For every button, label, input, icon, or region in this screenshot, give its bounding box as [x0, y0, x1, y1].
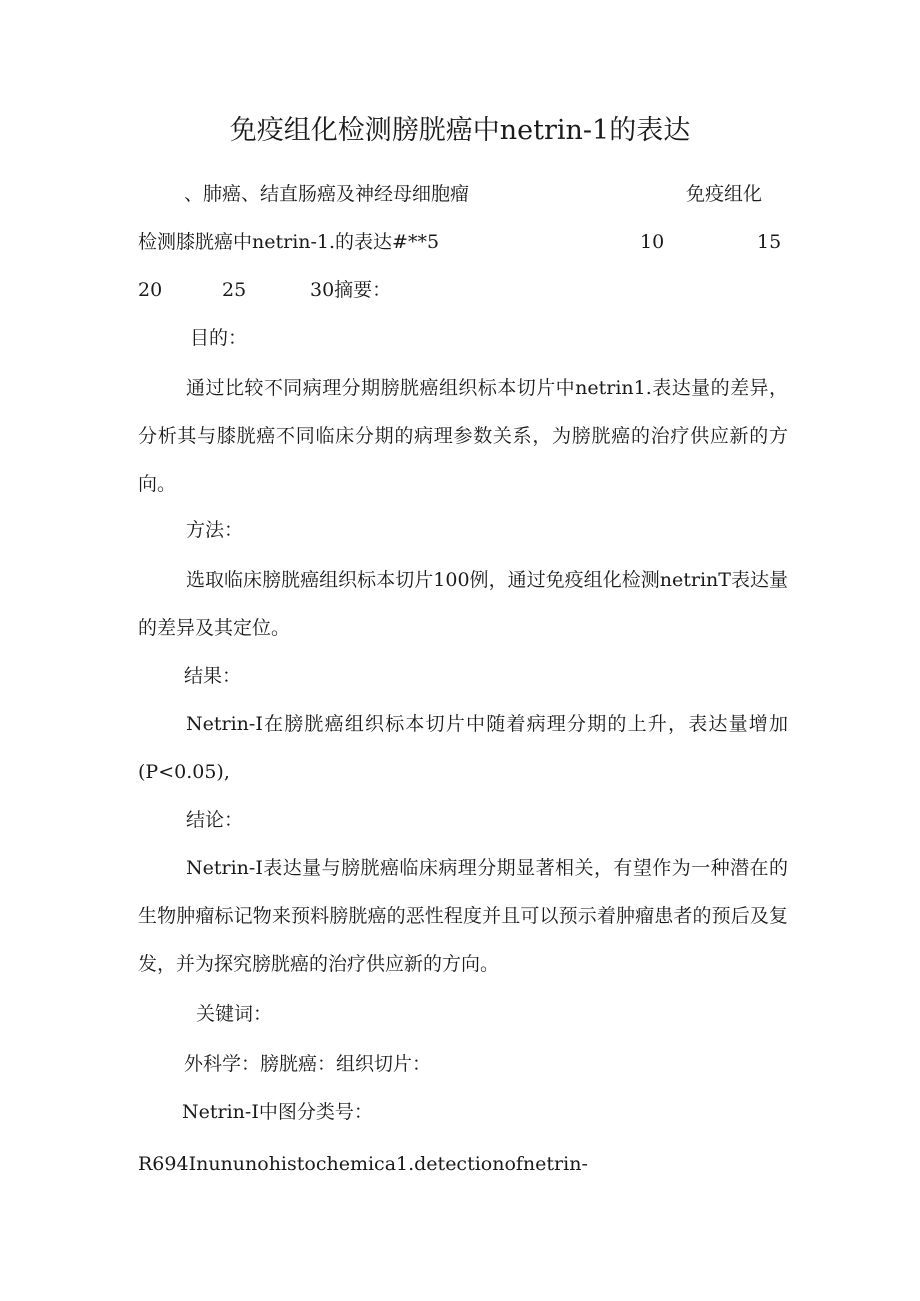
keywords-text: 外科学：膀胱癌：组织切片：	[184, 1053, 432, 1075]
objective-heading: 目的：	[190, 327, 248, 349]
header-line3-n1: 20	[138, 279, 163, 301]
keywords-heading: 关键词：	[196, 1003, 273, 1025]
header-line2-left: 检测膝胱癌中netrin-1.的表达#**5	[138, 231, 440, 253]
header-line2-num1: 10	[640, 231, 665, 253]
header-line1-left: 、肺癌、结直肠癌及神经母细胞瘤	[184, 183, 470, 205]
english-title-line: R694Inununohistochemica1.detectionofnetrin-	[138, 1153, 588, 1175]
header-line3-n3: 30摘要：	[310, 279, 392, 301]
document-title: 免疫组化检测膀胱癌中netrin-1的表达	[229, 115, 691, 146]
result-heading: 结果：	[184, 665, 242, 687]
conclusion-heading: 结论：	[186, 809, 244, 831]
header-line1-right: 免疫组化	[686, 183, 763, 205]
classification-line: Netrin-I中图分类号：	[182, 1101, 373, 1123]
conclusion-text: Netrin-I表达量与膀胱癌临床病理分期显著相关，有望作为一种潜在的生物肿瘤标记物来预料膀胱癌的恶性程度并且可以预示着肿瘤患者的预后及复发，并为探究膀胱癌的治疗供应新的方向。	[138, 857, 788, 975]
objective-text: 通过比较不同病理分期膀胱癌组织标本切片中netrin1.表达量的差异，分析其与膝胱癌不同临床分期的病理参数关系，为膀胱癌的治疗供应新的方向。	[138, 377, 788, 495]
header-line2-num2: 15	[757, 231, 782, 253]
method-heading: 方法：	[186, 519, 244, 541]
method-text: 选取临床膀胱癌组织标本切片100例，通过免疫组化检测netrinT表达量的差异及其定位。	[138, 569, 788, 639]
result-text: Netrin-I在膀胱癌组织标本切片中随着病理分期的上升，表达量增加(P<0.05),	[138, 713, 788, 783]
header-line3-n2: 25	[222, 279, 247, 301]
